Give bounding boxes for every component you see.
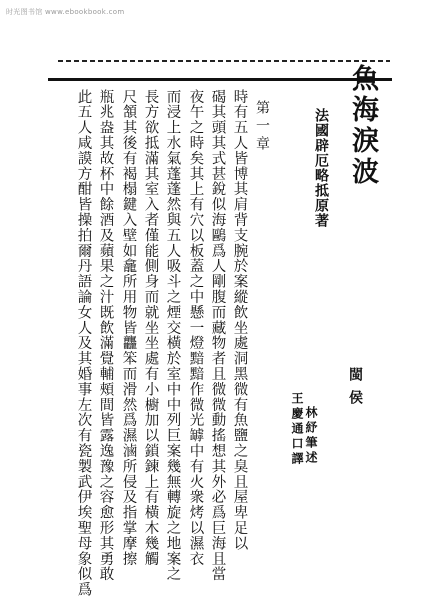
dashed-rule: [58, 60, 390, 62]
body-column: 碣其頭其式甚銳似海鷗爲人剛腹而藏物者且微微動搖想其外必爲巨海且當: [209, 89, 226, 582]
translator-name: 閩侯: [347, 367, 363, 413]
body-column: 瓶兆盎其故杯中餘酒及蘋果之汁既飲滿覺輔頰間皆露逸豫之容愈形其勇敢: [97, 89, 114, 582]
body-column: 尺頷其後有褐榻鍵入壁如龕所用物皆龘笨而滑然爲濕滷所侵及指掌摩擦: [120, 89, 137, 567]
book-title: 魚海淚波: [347, 64, 378, 188]
body-column: 時有五人皆博其肩背支腕於案縱飲坐處洞黑微有魚鹽之臭且屋卑足以: [231, 89, 248, 551]
watermark: 时光图书馆 www.ebookbook.com: [6, 8, 125, 16]
author-line: 法國辟厄略抵原著: [313, 108, 329, 228]
body-column: 夜午之時矣其上有穴以板蓋之中懸一燈黯黯作微光罅中有火衆烤以濕衣: [187, 89, 204, 567]
translator-credit-left: 王慶通口譯: [290, 392, 304, 467]
thick-rule: [48, 78, 392, 81]
body-column: 此五人咸謨方酣皆操拍爾丹語論女人及其婚事左次有瓷製武伊埃聖母象似爲: [75, 89, 92, 598]
chapter-heading: 第一章: [254, 100, 270, 154]
translator-credit-right: 林紓筆述: [304, 406, 318, 466]
body-column: 長方欲抵滿其室入者僅能側身而就坐坐處有小櫥加以鎖鍊上有橫木幾觸: [142, 89, 159, 567]
translator-credits: [291, 392, 317, 467]
body-column: 而浸上水氣蓬蓬然與五人吸斗之煙交橫於室中中列巨案幾無轉旋之地案之: [164, 89, 181, 582]
